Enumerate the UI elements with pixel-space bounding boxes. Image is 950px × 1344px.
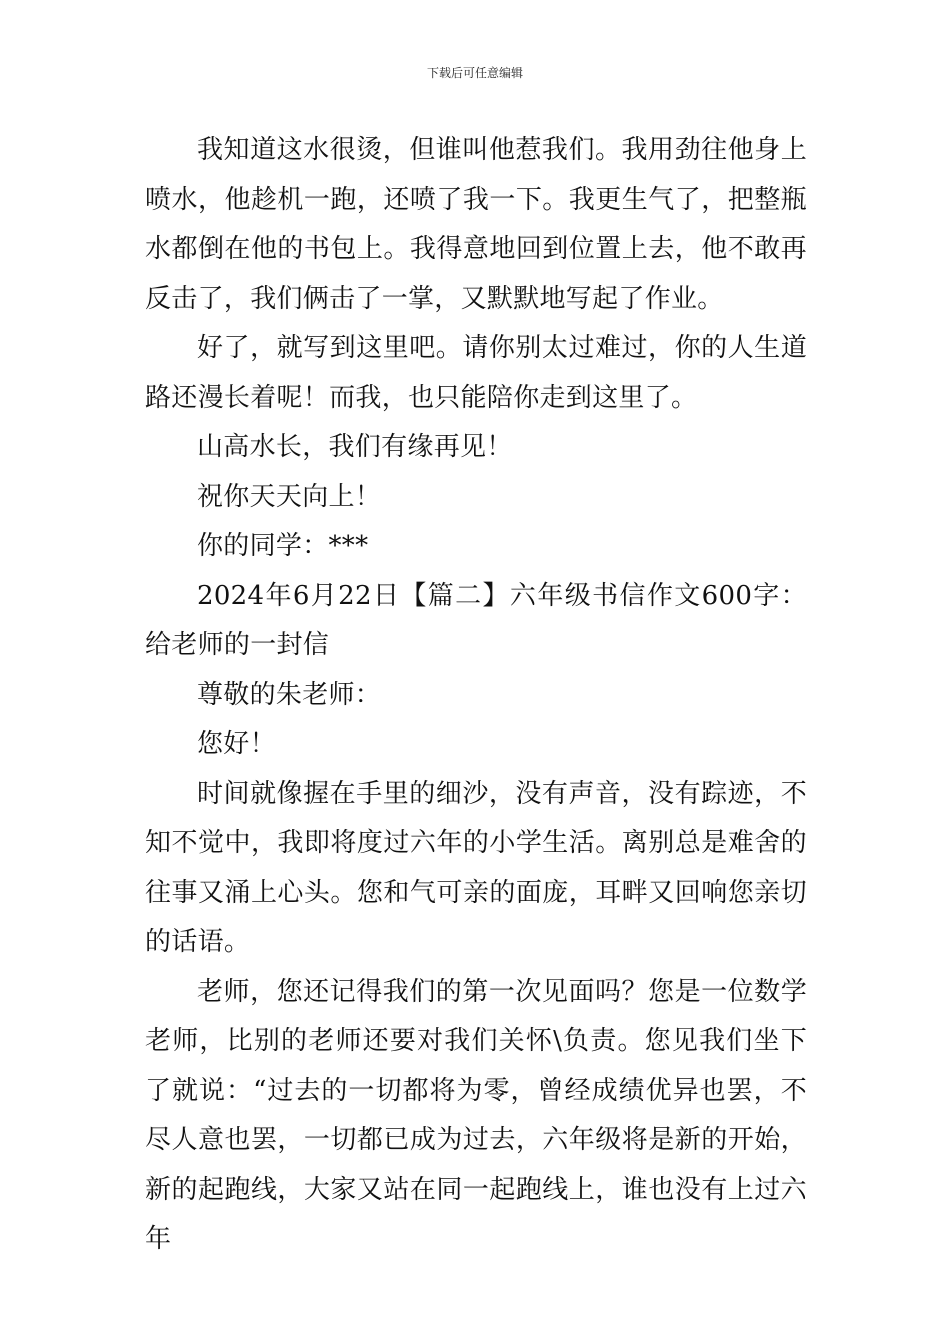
well-wish-line: 祝你天天向上！ <box>197 481 382 512</box>
salutation: 尊敬的朱老师： <box>197 679 382 710</box>
paragraph-2: 好了，就写到这里吧。请你别太过难过，你的人生道路还漫长着呢！而我，也只能陪你走到这里了。 <box>145 333 807 413</box>
paragraph-4: 老师，您还记得我们的第一次见面吗？您是一位数学老师，比别的老师还要对我们关怀\负责。您见我们坐下了就说：“过去的一切都将为零，曾经成绩优异也罢，不尽人意也罢，一切都已成为过去，六年级将是新的开始，新的起跑线，大家又站在同一起跑线上，谁也没有上过六年 <box>145 976 807 1254</box>
page-header: 下载后可任意编辑 <box>426 66 523 80</box>
paragraph-1: 我知道这水很烫，但谁叫他惹我们。我用劲往他身上喷水，他趁机一跑，还喷了我一下。我更生气了，把整瓶水都倒在他的书包上。我得意地回到位置上去，他不敢再反击了，我们俩击了一掌，又默默地写起了作业。 <box>145 135 807 314</box>
document-body <box>145 126 807 1265</box>
signature-line: 你的同学：*** <box>197 531 369 561</box>
date-and-section-title: 2024年6月22日【篇二】六年级书信作文600字：给老师的一封信 <box>145 580 807 660</box>
closing-line: 山高水长，我们有缘再见！ <box>197 432 513 462</box>
paragraph-3: 时间就像握在手里的细沙，没有声音，没有踪迹，不知不觉中，我即将度过六年的小学生活。离别总是难舍的往事又涌上心头。您和气可亲的面庞，耳畔又回响您亲切的话语。 <box>145 778 807 957</box>
greeting: 您好！ <box>197 729 276 759</box>
